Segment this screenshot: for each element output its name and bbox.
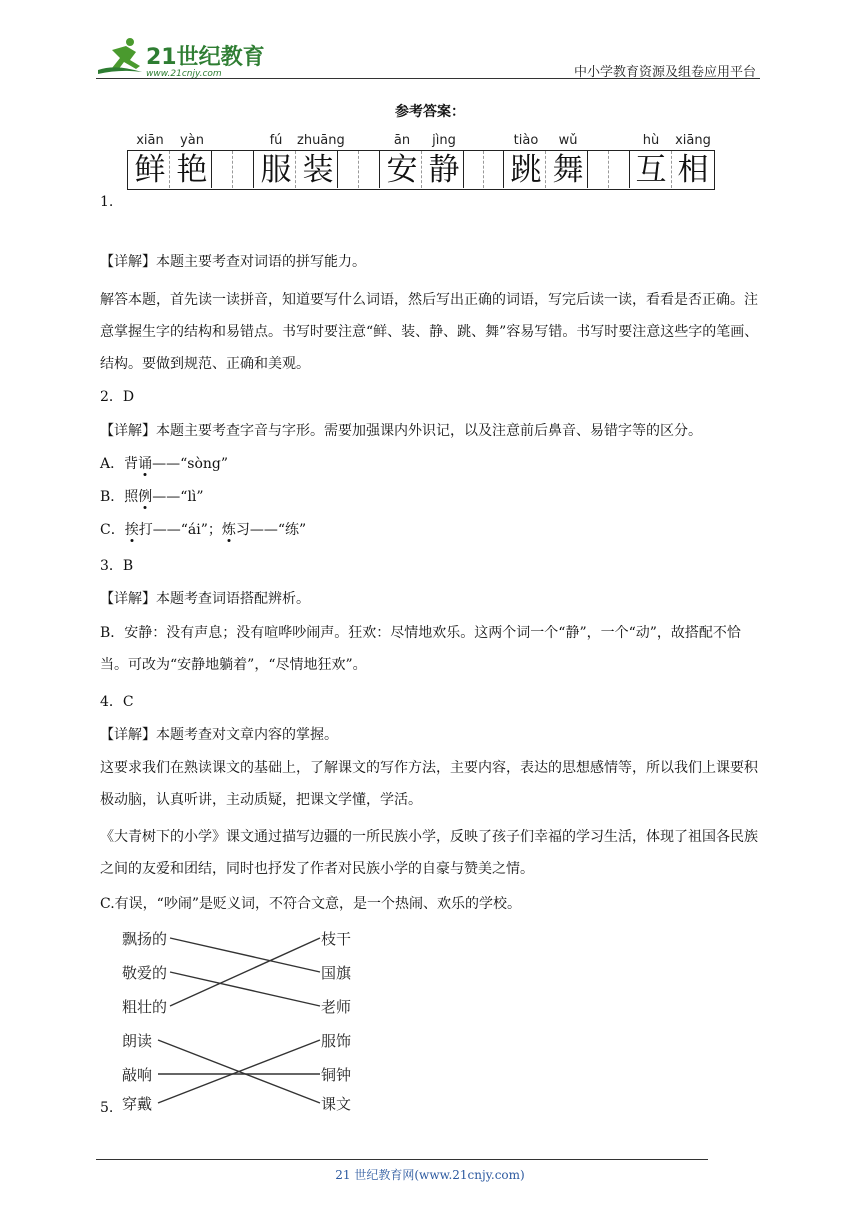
svg-text:21世纪教育: 21世纪教育 (146, 45, 265, 70)
detail-text: 【详解】本题主要考查对词语的拼写能力。 (100, 254, 366, 270)
pinyin: xiān (136, 133, 164, 148)
option-c: C．挨打——“ái”；炼习——“练” (100, 522, 307, 538)
pinyin: fú (269, 133, 283, 148)
pinyin: tiào (513, 133, 539, 148)
answer-character: 装 (302, 152, 334, 188)
match-right-word: 枝干 (321, 930, 352, 948)
answer-character: 互 (635, 152, 667, 188)
pinyin: ān (393, 133, 411, 148)
match-left-word: 敲响 (122, 1066, 153, 1084)
pinyin: jìng (432, 133, 456, 148)
detail-text: 【详解】本题考查词语搭配辨析。 (100, 591, 310, 607)
match-line (158, 1040, 320, 1103)
match-right-word: 服饰 (321, 1032, 352, 1050)
detail-paragraph: B．安静：没有声息；没有喧哗吵闹声。狂欢：尽情地欢乐。这两个词一个“静”，一个“动”，故搭配不恰当。可改为“安静地躺着”，“尽情地狂欢”。 (100, 625, 741, 673)
detail-text: 【详解】本题考查对文章内容的掌握。 (100, 727, 338, 743)
question-number: 1. (100, 194, 114, 210)
svg-text:www.21cnjy.com: www.21cnjy.com (146, 69, 222, 79)
answer-character: 舞 (552, 152, 584, 188)
question-number: 5. (100, 1100, 114, 1116)
pinyin: xiāng (675, 133, 711, 148)
pinyin: wǔ (558, 133, 578, 148)
match-left-word: 穿戴 (122, 1095, 153, 1113)
answer-character: 相 (677, 152, 709, 188)
match-left-word: 飘扬的 (122, 930, 168, 948)
option-a: A．背诵——“sòng” (100, 456, 229, 472)
answer-character: 安 (386, 152, 418, 188)
match-line (170, 938, 320, 972)
match-right-word: 铜钟 (321, 1066, 352, 1084)
question-answer: 2．D (100, 389, 135, 405)
match-right-word: 课文 (321, 1095, 352, 1113)
footer-link[interactable]: 21 世纪教育网(www.21cnjy.com) (335, 1168, 525, 1182)
match-line (170, 938, 320, 1006)
match-line (170, 972, 320, 1006)
answer-character: 艳 (176, 152, 208, 188)
answer-character: 服 (260, 152, 292, 188)
match-left-word: 朗读 (122, 1032, 153, 1050)
pinyin: yàn (180, 133, 204, 148)
match-right-word: 国旗 (321, 964, 352, 982)
detail-paragraph: 这要求我们在熟读课文的基础上，了解课文的写作方法，主要内容，表达的思想感情等，所以我们上课要积极动脑，认真听讲，主动质疑，把课文学懂，学活。 (100, 760, 758, 808)
match-left-word: 敬爱的 (122, 964, 168, 982)
detail-text: C.有误，“吵闹”是贬义词，不符合文意，是一个热闹、欢乐的学校。 (100, 896, 521, 912)
question-answer: 4．C (100, 694, 134, 710)
answer-title: 参考答案： (395, 104, 465, 120)
header-divider (96, 78, 760, 79)
detail-paragraph: 《大青树下的小学》课文通过描写边疆的一所民族小学，反映了孩子们幸福的学习生活，体现了祖国各民族之间的友爱和团结，同时也抒发了作者对民族小学的自豪与赞美之情。 (100, 829, 758, 877)
question-answer: 3．B (100, 558, 134, 574)
platform-label: 中小学教育资源及组卷应用平台 (573, 65, 756, 80)
match-line (158, 1040, 320, 1103)
answer-character: 静 (428, 152, 460, 188)
answer-character: 鲜 (134, 152, 166, 188)
match-left-word: 粗壮的 (122, 998, 168, 1016)
answer-character: 跳 (510, 152, 542, 188)
detail-paragraph: 解答本题，首先读一读拼音，知道要写什么词语，然后写出正确的词语，写完后读一读，看看是否正确。注意掌握生字的结构和易错点。书写时要注意“鲜、装、静、跳、舞”容易写错。书写时要注意这些字的笔画、结构。要做到规范、正确和美观。 (100, 292, 759, 372)
site-logo (96, 36, 266, 80)
pinyin: hù (642, 133, 660, 148)
pinyin: zhuāng (297, 133, 345, 148)
option-b: B．照例——“lì” (100, 489, 204, 505)
match-right-word: 老师 (321, 998, 352, 1016)
detail-text: 【详解】本题主要考查字音与字形。需要加强课内外识记，以及注意前后鼻音、易错字等的区分。 (100, 423, 702, 439)
footer-divider (96, 1159, 708, 1160)
